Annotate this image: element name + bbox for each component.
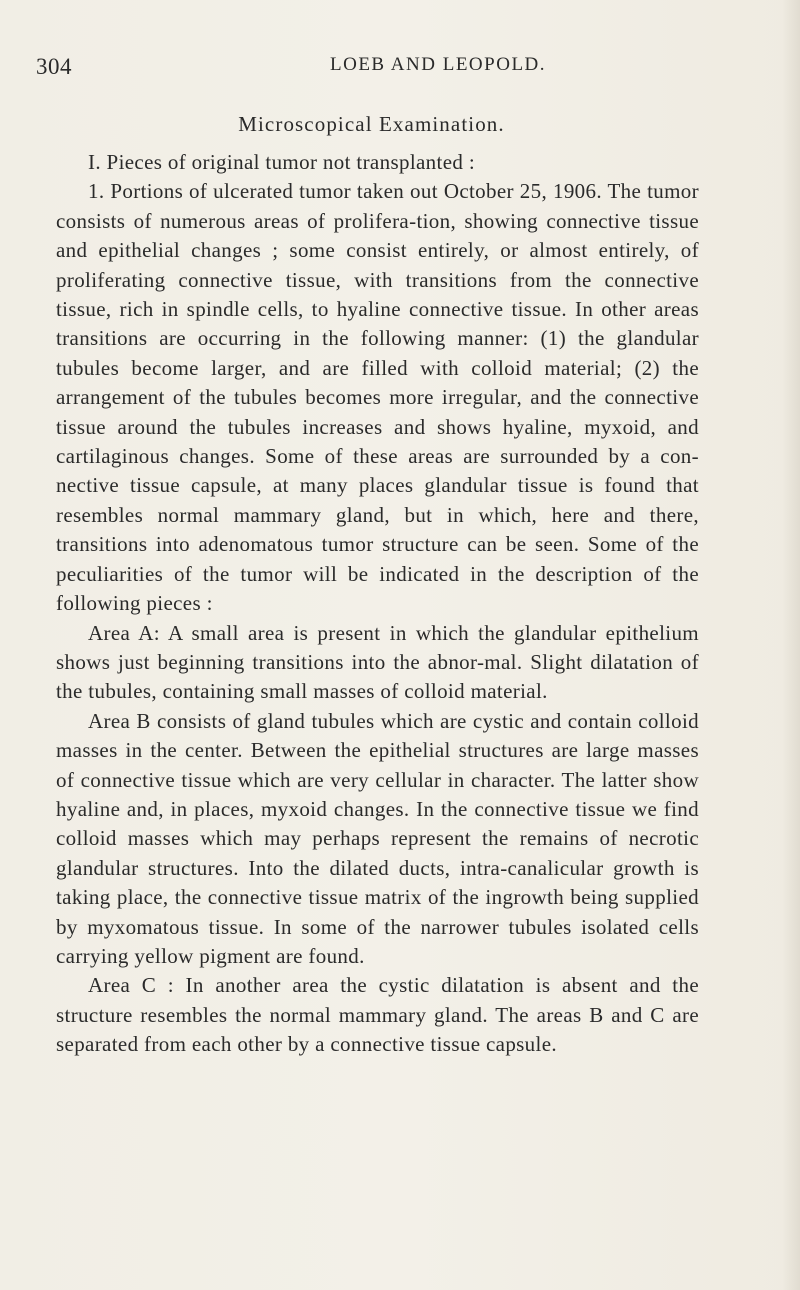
page-edge-shadow [782, 0, 800, 1290]
paragraph-area-a: Area A: A small area is present in which the glandular epithelium shows just beginning transitions into the abnor-mal. Slight dilatation of the tubules, containing small masses of colloid material. [56, 620, 699, 704]
section-title: Microscopical Examination. [238, 112, 505, 136]
body-text [56, 148, 699, 1060]
paragraph-portions: 1. Portions of ulcerated tumor taken out October 25, 1906. The tumor consists of numerous areas of prolifera-tion, showing connective tissue and epithelial changes ; some consist entirely, or almost entirely, of proliferating connective tissue, with transitions from the connective tissue, rich in spindle cells, to hyaline connective tissue. In other areas transitions are occurring in the following manner: (1) the glandular tubules become larger, and are filled with colloid material; (2) the arrangement of the tubules becomes more irregular, and the connective tissue around the tubules increases and shows hyaline, myxoid, and cartilaginous changes. Some of these areas are surrounded by a con-nective tissue capsule, at many places glandular tissue is found that resembles normal mammary gland, but in which, here and there, transitions into adenomatous tumor structure can be seen. Some of the peculiarities of the tumor will be indicated in the description of the following pieces : [56, 179, 699, 616]
paragraph-area-c: Area C : In another area the cystic dilatation is absent and the structure resembles the normal mammary gland. The areas B and C are separated from each other by a connective tissue capsule. [56, 973, 699, 1057]
running-head [36, 54, 596, 88]
paragraph-area-b: Area B consists of gland tubules which are cystic and contain colloid masses in the center. Between the epithelial structures are large masses of connective tissue which are very cellular in character. The latter show hyaline and, in places, myxoid changes. In the connective tissue we find colloid masses which may perhaps represent the remains of necrotic glandular structures. Into the dilated ducts, intra-canalicular growth is taking place, the connective tissue matrix of the ingrowth being supplied by myxomatous tissue. In some of the narrower tubules isolated cells carrying yellow pigment are found. [56, 708, 699, 968]
paragraph-pieces-heading: I. Pieces of original tumor not transplanted : [88, 150, 476, 174]
running-head-title: LOEB AND LEOPOLD. [330, 54, 547, 75]
page-number: 304 [36, 54, 72, 79]
